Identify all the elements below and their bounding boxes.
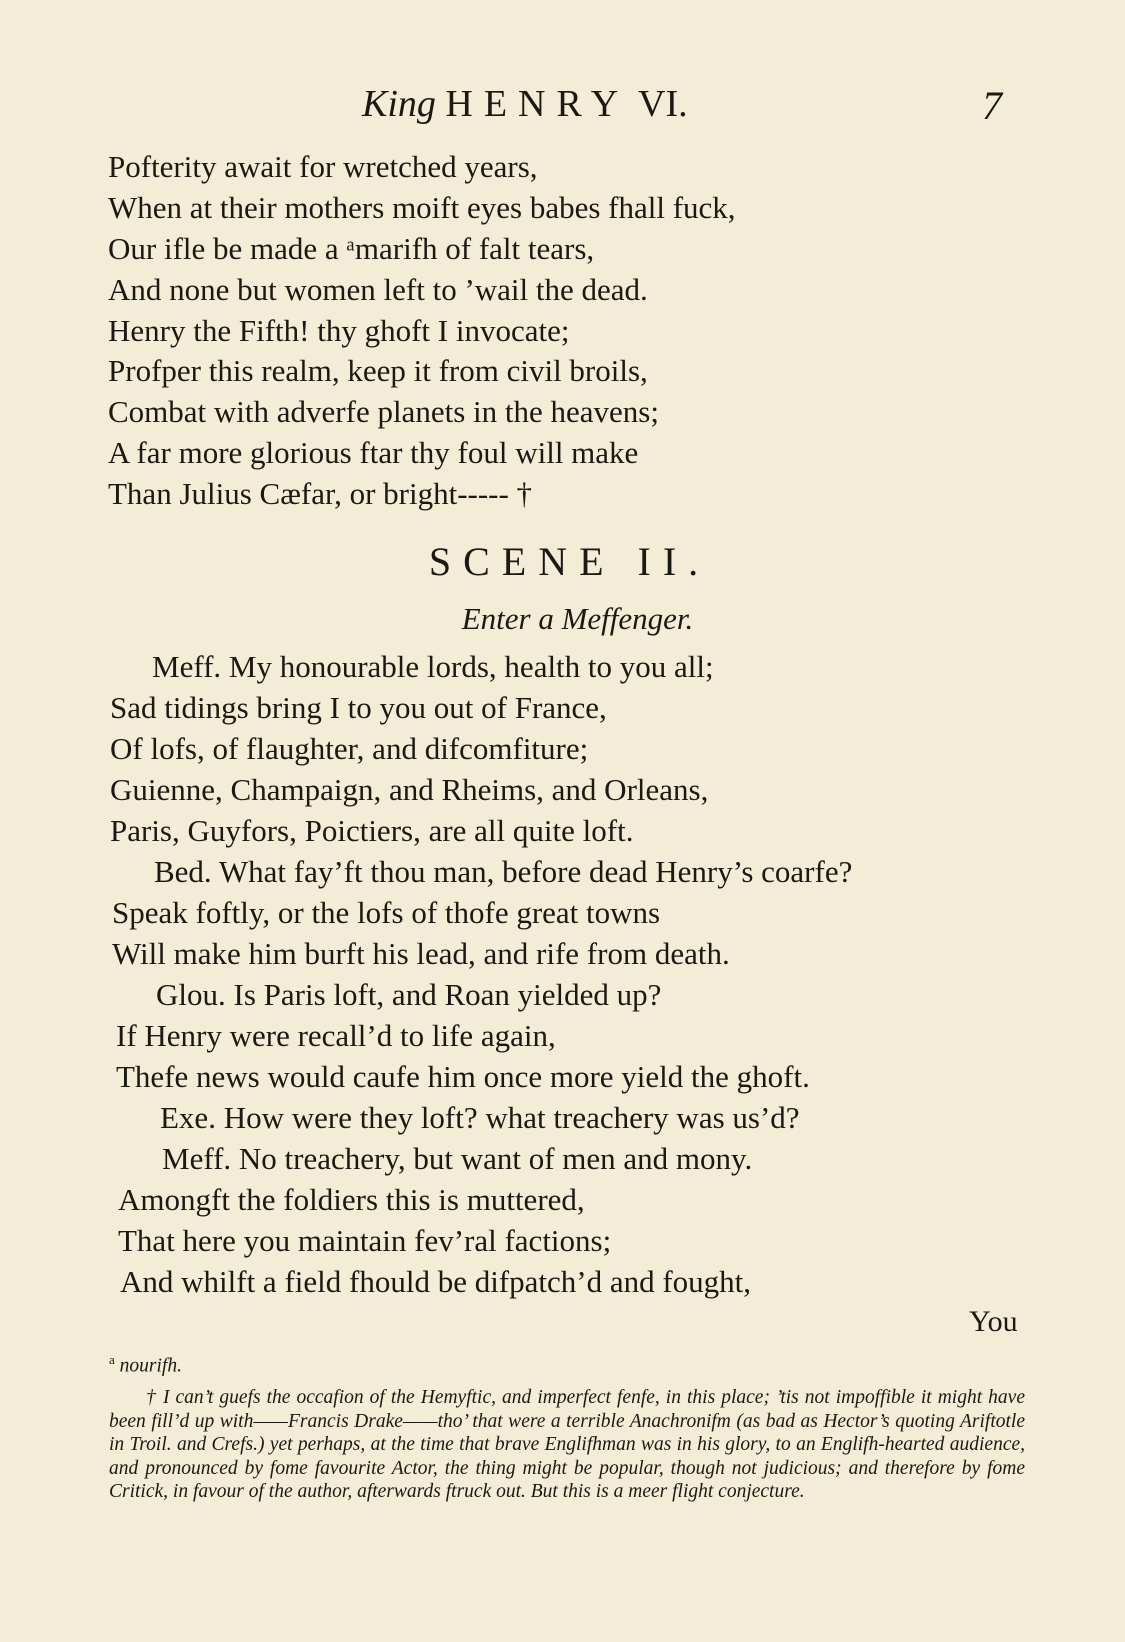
footnotes [109,1348,1025,1504]
verse-line: Thefe news would caufe him once more yield the ghoft. [116,1059,810,1094]
verse-line: Pofterity await for wretched years, [108,149,538,184]
catchword: You [969,1305,1018,1338]
running-title [362,82,688,126]
verse-line: Will make him burft his lead, and rife from death. [112,936,730,971]
verse-line: Speak foftly, or the lofs of thofe great towns [112,895,661,930]
scene-heading: SCENE II. [428,539,711,584]
verse-line: Combat with adverfe planets in the heavens; [108,394,659,429]
verse-line: Than Julius Cæfar, or bright----- † [108,476,533,511]
verse-line: Sad tidings bring I to you out of France, [110,690,607,725]
verse-line: Our ifle be made a ᵃmarifh of falt tears, [108,231,595,266]
footnote-a-text: nourifh. [119,1355,182,1377]
title-henry: HENRY [445,83,630,125]
running-header [0,82,1125,132]
verse-line: Glou. Is Paris loft, and Roan yielded up? [156,977,662,1012]
footnote-a [109,1348,1025,1378]
verse-line: Profper this realm, keep it from civil broils, [108,353,648,388]
verse-line: A far more glorious ftar thy foul will make [108,435,639,470]
verse-line: And none but women left to ’wail the dead. [108,272,648,307]
verse-line: Meff. My honourable lords, health to you all; [152,649,714,684]
verse-line: Of lofs, of flaughter, and difcomfiture; [110,731,589,766]
verse-line: That here you maintain fev’ral factions; [118,1223,612,1258]
footnote-dagger: † I can’t guefs the occafion of the Hemyftic, and imperfect fenfe, in this place; ’tis not impoffible it might have been fill’d up with——Francis Drake——tho’ that were a terrible Anachronifm (as bad as Hector’s quoting Ariftotle in Troil. and Crefs.) yet perhaps, at the time that brave Englifhman was in his glory, to an Englifh-hearted audience, and pronounced by fome favourite Actor, the thing might be popular, though not judicious; and therefore by fome Critick, in favour of the author, afterwards ftruck out. But this is a meer flight conjecture. [109,1387,1025,1502]
verse-line: When at their mothers moift eyes babes fhall fuck, [108,190,736,225]
verse-line: Guienne, Champaign, and Rheims, and Orleans, [110,772,709,807]
verse-line: Amongft the foldiers this is muttered, [118,1182,585,1217]
verse-line: If Henry were recall’d to life again, [116,1018,556,1053]
verse-line: Paris, Guyfors, Poictiers, are all quite loft. [110,813,634,848]
stage-direction: Enter a Meffenger. [461,601,694,636]
title-king: King [362,83,436,125]
verse-line: Exe. How were they loft? what treachery was us’d? [160,1100,800,1135]
verse-line: And whilft a field fhould be difpatch’d and fought, [120,1264,752,1299]
verse-line: Meff. No treachery, but want of men and mony. [162,1141,753,1176]
verse-line: Bed. What fay’ft thou man, before dead Henry’s coarfe? [154,854,853,889]
title-numeral: VI. [638,83,688,125]
footnote-marker: a [109,1352,115,1367]
page-number: 7 [982,83,1002,128]
verse-line: Henry the Fifth! thy ghoft I invocate; [108,313,570,348]
